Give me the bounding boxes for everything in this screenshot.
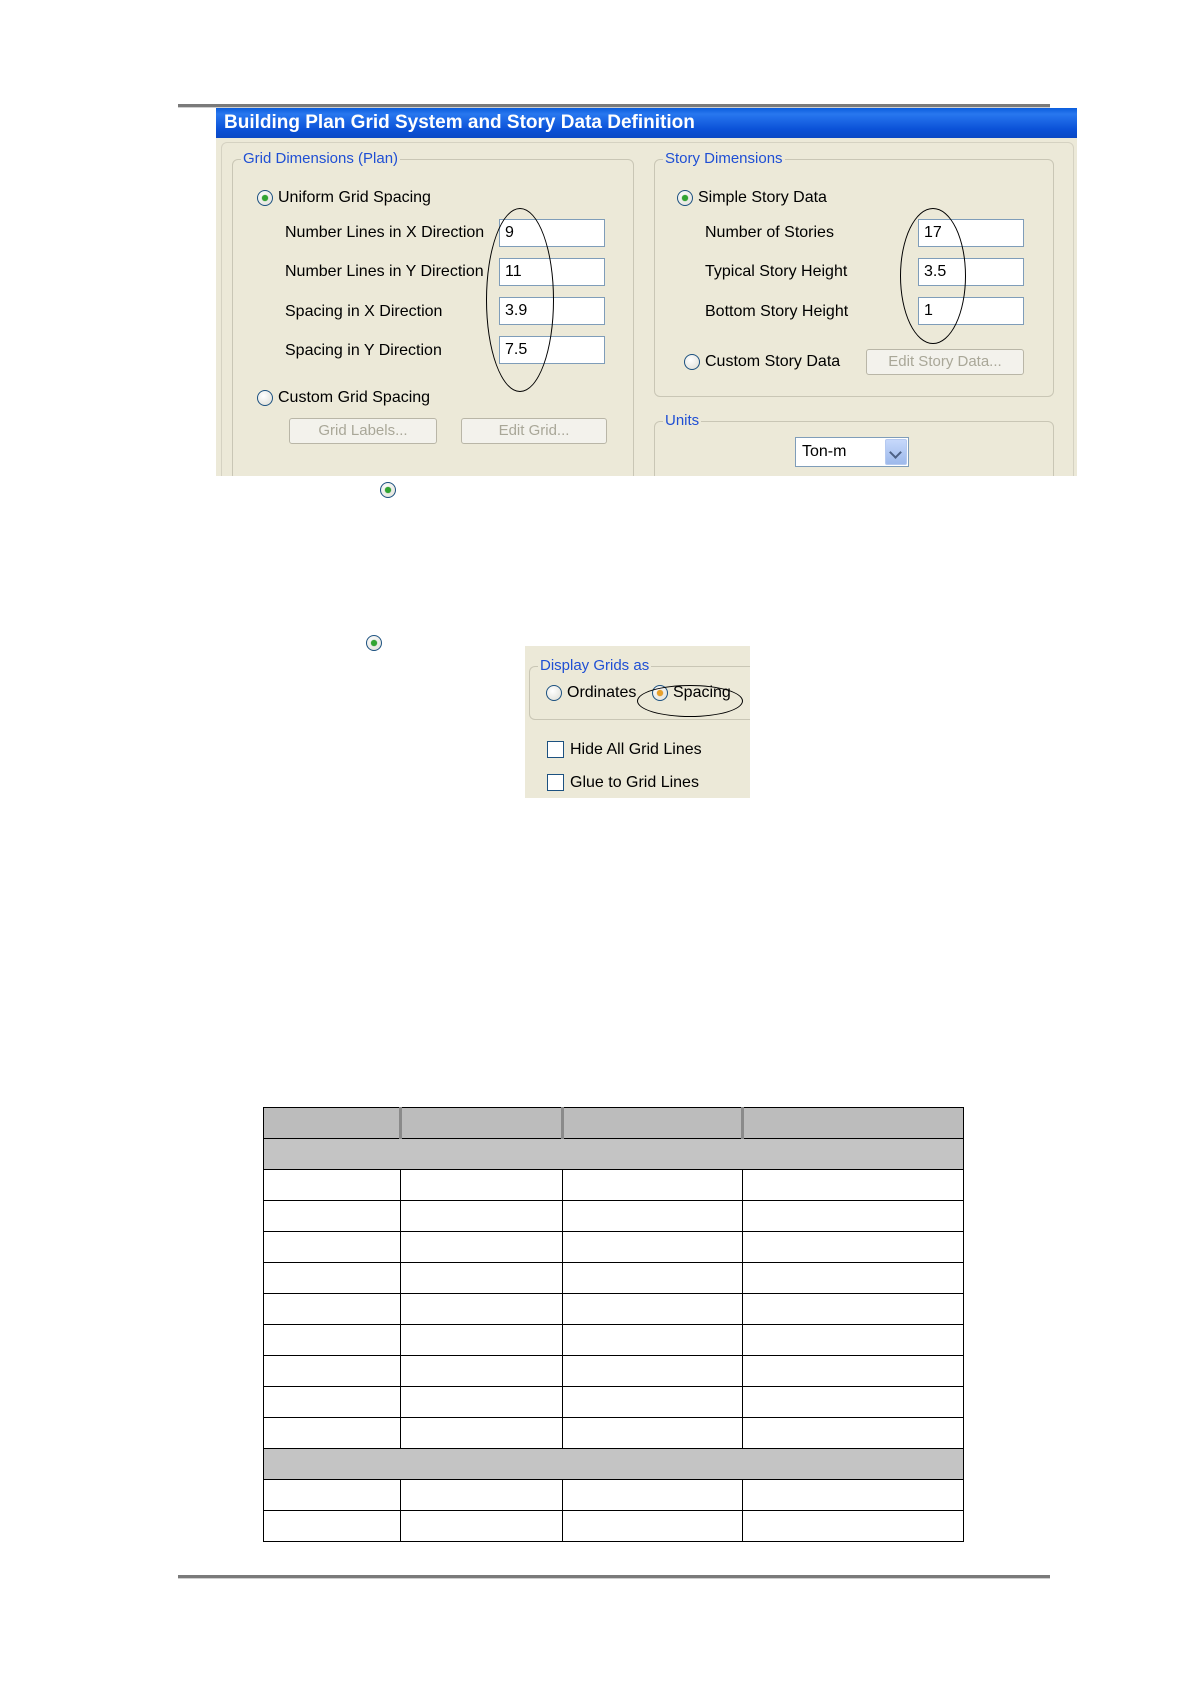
- story-values-ellipse: [900, 208, 966, 344]
- grid-dimensions-group: [232, 150, 634, 476]
- table-row: [264, 1480, 964, 1511]
- custom-grid-radio[interactable]: [257, 390, 273, 406]
- hide-grid-label: Hide All Grid Lines: [570, 741, 702, 758]
- table-row: [264, 1356, 964, 1387]
- bottom-height-input[interactable]: 1: [918, 297, 1024, 325]
- edit-story-button[interactable]: Edit Story Data...: [866, 349, 1024, 375]
- table-section-row: [264, 1449, 964, 1480]
- table-header-row: [264, 1108, 964, 1139]
- units-group: [654, 412, 1054, 476]
- number-stories-input[interactable]: 17: [918, 219, 1024, 247]
- ordinates-radio[interactable]: [546, 685, 562, 701]
- lines-y-label: Number Lines in Y Direction: [285, 263, 484, 280]
- spacing-label: Spacing: [673, 684, 731, 701]
- lines-x-input[interactable]: 9: [499, 219, 605, 247]
- footer-rule: [178, 1575, 1050, 1579]
- spacing-ellipse: [637, 685, 743, 717]
- spacing-x-input[interactable]: 3.9: [499, 297, 605, 325]
- radio-selected-icon: [366, 635, 382, 651]
- table-row: [264, 1325, 964, 1356]
- glue-grid-checkbox[interactable]: [547, 774, 564, 791]
- display-grids-legend: Display Grids as: [540, 657, 650, 674]
- typical-height-label: Typical Story Height: [705, 263, 848, 280]
- typical-height-input[interactable]: 3.5: [918, 258, 1024, 286]
- grid-values-ellipse: [486, 208, 554, 392]
- spacing-x-label: Spacing in X Direction: [285, 303, 443, 320]
- spacing-y-input[interactable]: 7.5: [499, 336, 605, 364]
- grid-dimensions-legend: Grid Dimensions (Plan): [243, 150, 399, 167]
- header-cell: [743, 1108, 964, 1139]
- section-cell: [264, 1139, 964, 1170]
- table-row: [264, 1511, 964, 1542]
- dialog-body: [221, 142, 1074, 476]
- table-row: [264, 1170, 964, 1201]
- simple-story-label: Simple Story Data: [698, 189, 827, 206]
- display-grids-panel: [525, 646, 750, 798]
- bottom-height-label: Bottom Story Height: [705, 303, 849, 320]
- chevron-down-icon[interactable]: [885, 439, 907, 465]
- dialog-title: Building Plan Grid System and Story Data Definition: [216, 108, 1077, 138]
- table-section-row: [264, 1139, 964, 1170]
- simple-story-radio[interactable]: [677, 190, 693, 206]
- grid-labels-button[interactable]: Grid Labels...: [289, 418, 437, 444]
- grid-story-dialog: [216, 108, 1077, 476]
- spacing-y-label: Spacing in Y Direction: [285, 342, 442, 359]
- units-legend: Units: [665, 412, 700, 429]
- units-select[interactable]: [795, 437, 909, 467]
- ordinates-label: Ordinates: [567, 684, 637, 701]
- custom-grid-label: Custom Grid Spacing: [278, 389, 431, 406]
- custom-story-radio[interactable]: [684, 354, 700, 370]
- table-row: [264, 1294, 964, 1325]
- table-row: [264, 1263, 964, 1294]
- data-table: [263, 1107, 963, 1542]
- header-cell: [264, 1108, 401, 1139]
- table-row: [264, 1201, 964, 1232]
- number-stories-label: Number of Stories: [705, 224, 834, 241]
- uniform-grid-radio[interactable]: [257, 190, 273, 206]
- radio-selected-icon: [380, 482, 396, 498]
- story-dimensions-legend: Story Dimensions: [665, 150, 783, 167]
- table-row: [264, 1232, 964, 1263]
- table-row: [264, 1387, 964, 1418]
- lines-y-input[interactable]: 11: [499, 258, 605, 286]
- section-cell: [264, 1449, 964, 1480]
- custom-story-label: Custom Story Data: [705, 353, 841, 370]
- glue-grid-label: Glue to Grid Lines: [570, 774, 699, 791]
- story-dimensions-group: [654, 150, 1054, 397]
- header-cell: [401, 1108, 563, 1139]
- header-cell: [563, 1108, 743, 1139]
- uniform-grid-label: Uniform Grid Spacing: [278, 189, 431, 206]
- hide-grid-checkbox[interactable]: [547, 741, 564, 758]
- lines-x-label: Number Lines in X Direction: [285, 224, 485, 241]
- table-row: [264, 1418, 964, 1449]
- units-select-value: Ton-m: [802, 443, 847, 460]
- edit-grid-button[interactable]: Edit Grid...: [461, 418, 607, 444]
